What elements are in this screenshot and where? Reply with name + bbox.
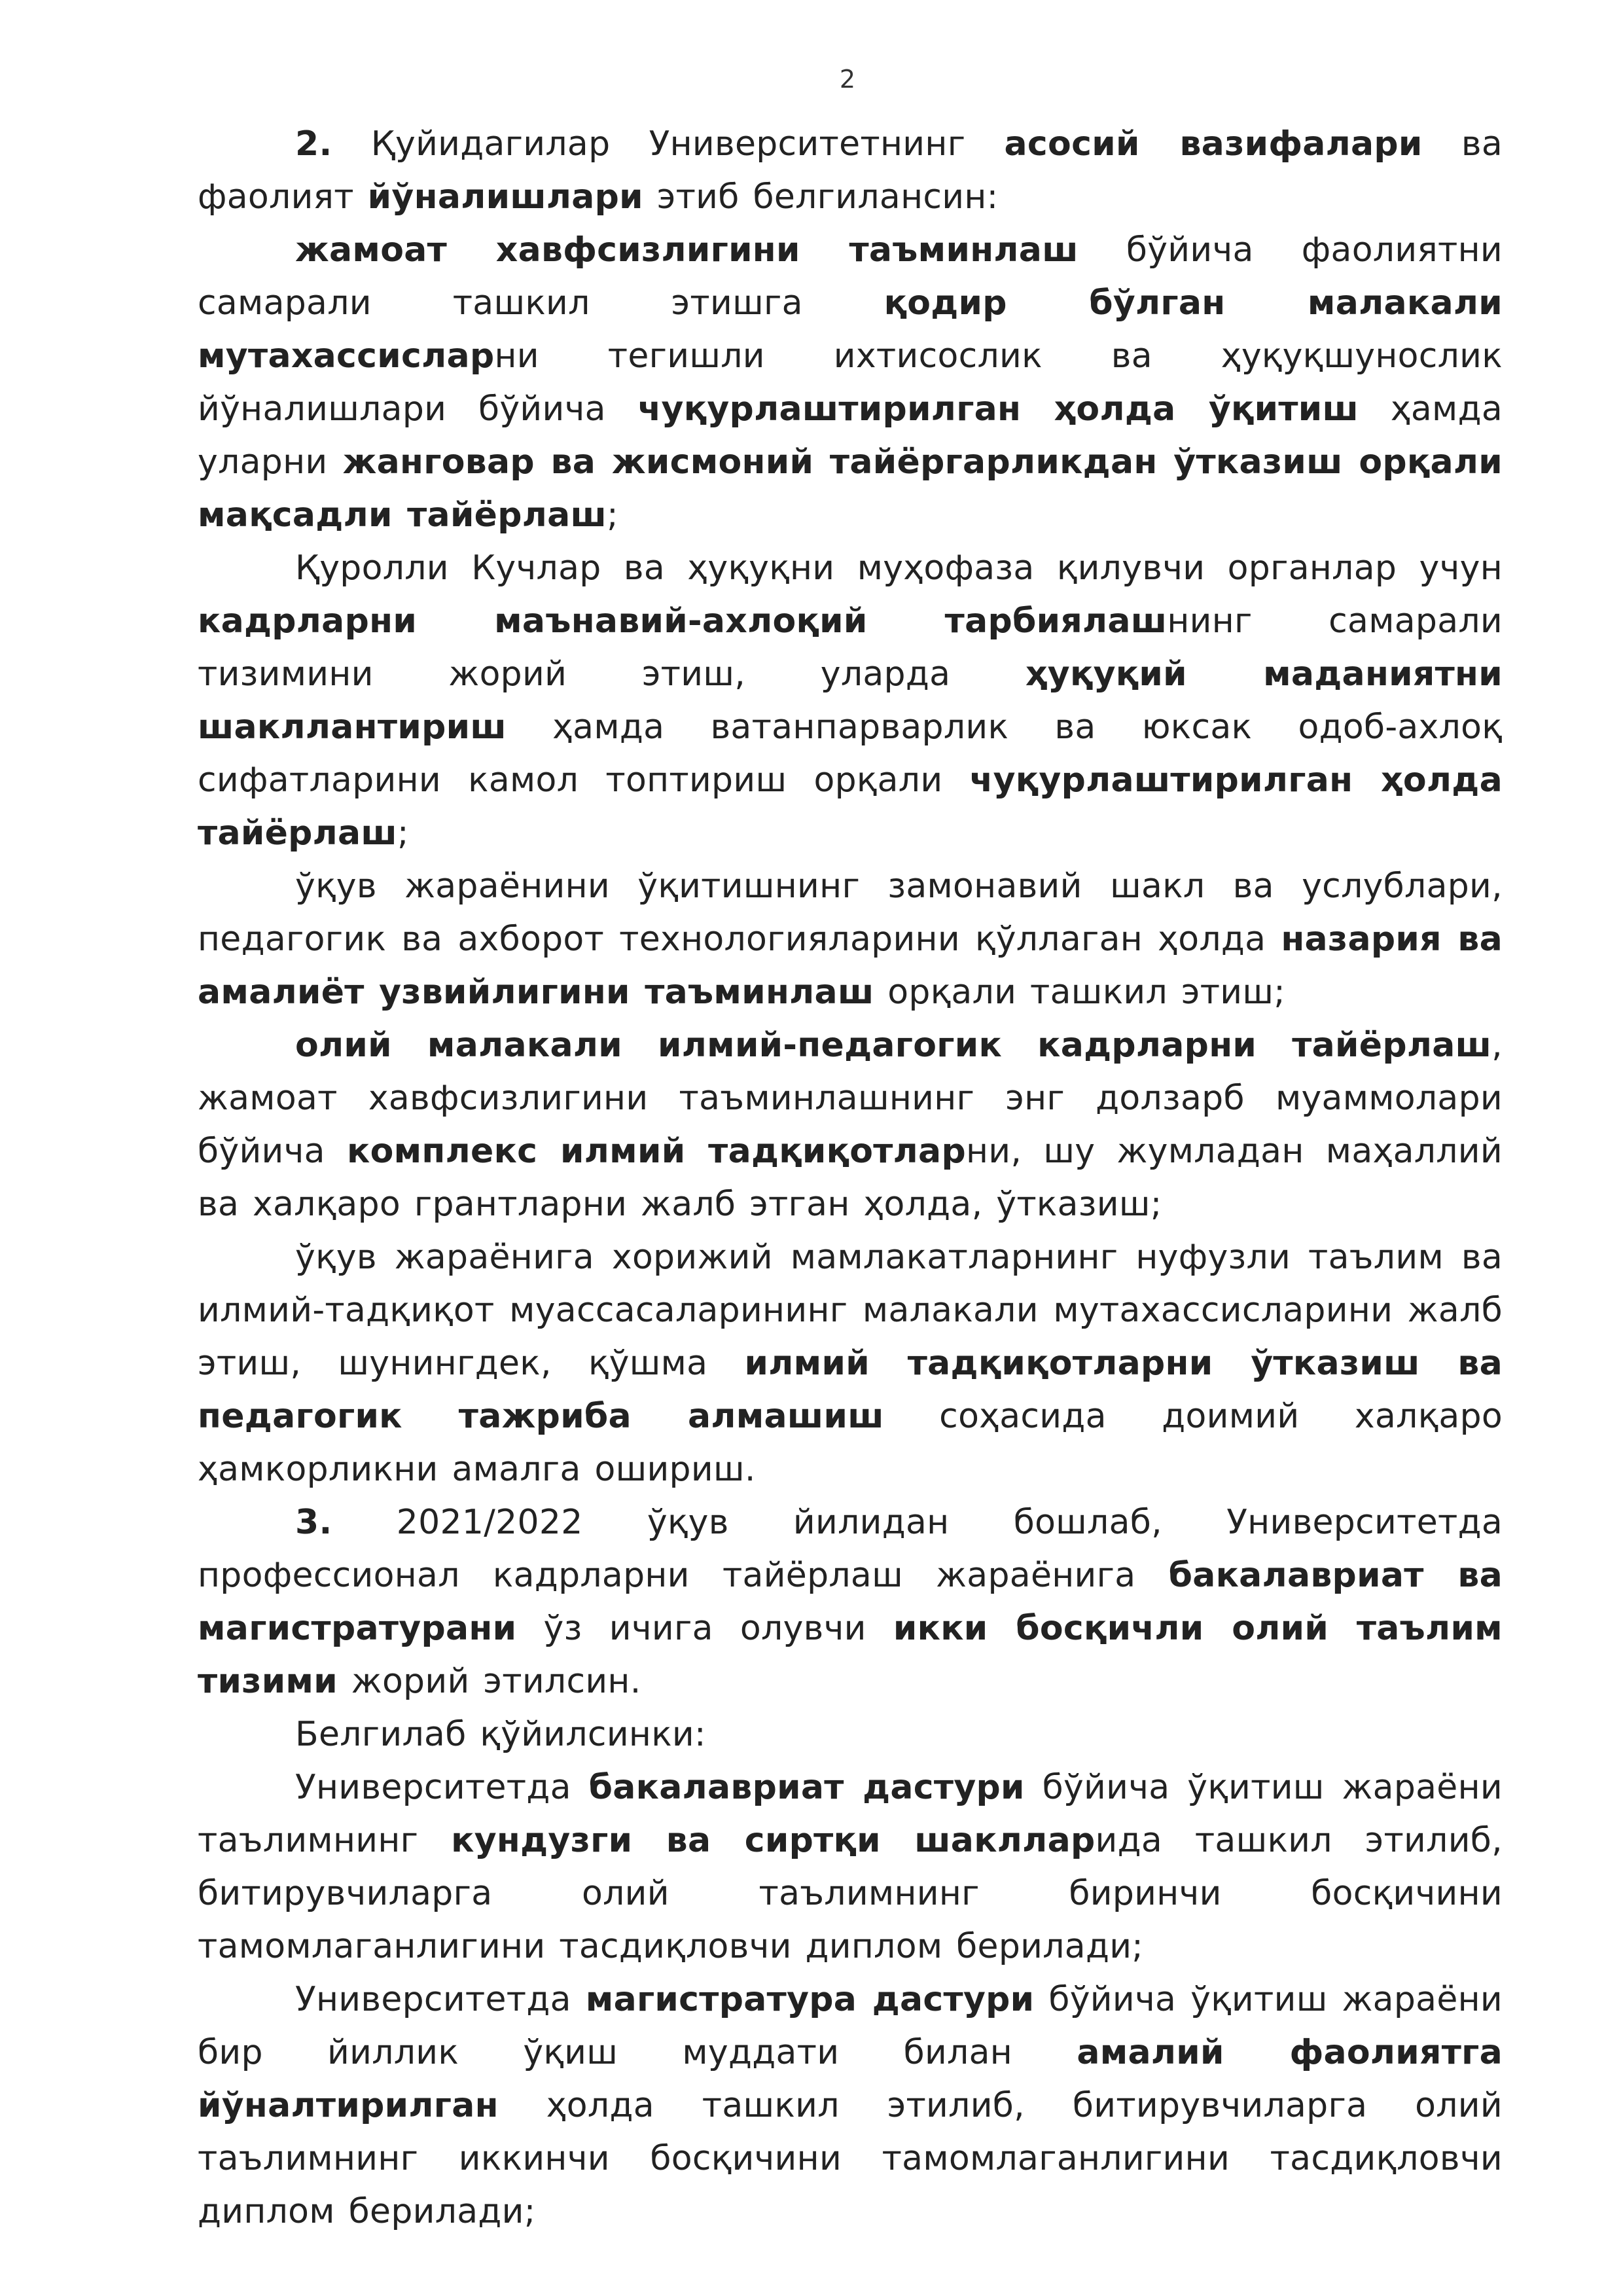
text-run: бўйича ўқитиш жараёни таълимнинг <box>198 1768 1503 1860</box>
page-number: 2 <box>839 65 856 94</box>
bold-text-run: ҳуқуқий маданиятни шакллантириш <box>198 655 1503 747</box>
bold-text-run: 2. <box>295 124 332 164</box>
text-run: орқали ташкил этиш; <box>874 973 1286 1012</box>
bold-text-run: амалий фаолиятга йўналтирилган <box>198 2033 1503 2125</box>
text-run: ни, шу жумладан маҳаллий ва халқаро грантларни жалб этган ҳолда, ўтказиш; <box>198 1132 1503 1224</box>
paragraph-public-safety <box>198 224 1503 542</box>
bold-text-run: олий малакали илмий-педагогик кадрларни тайёрлаш <box>295 1026 1492 1065</box>
text-run: ҳамда уларни <box>198 389 1503 482</box>
document-body <box>198 118 1503 2238</box>
text-run: ва фаолият <box>198 124 1503 217</box>
text-run: Қуйидагилар Университетнинг <box>332 124 1005 164</box>
text-run: жорий этилсин. <box>337 1662 641 1701</box>
bold-text-run: асосий вазифалари <box>1004 124 1423 164</box>
text-run: соҳасида доимий халқаро ҳамкорликни амалга ошириш. <box>198 1397 1503 1489</box>
text-run: Қуролли Кучлар ва ҳуқуқни муҳофаза қилувчи органлар учун <box>295 548 1503 588</box>
text-run: ўқув жараёнига хорижий мамлакатларнинг нуфузли таълим ва илмий-тадқиқот муассасаларининг малакали мутахассисларини жалб этиш, шунингдек, қўшма <box>198 1238 1503 1383</box>
text-run: Университетда <box>295 1768 589 1807</box>
bold-text-run: кундузги ва сиртқи шакллар <box>451 1821 1096 1860</box>
text-run: нинг самарали тизимини жорий этиш, уларда <box>198 601 1503 694</box>
paragraph-moral-education <box>198 542 1503 860</box>
text-run: ; <box>397 814 409 853</box>
paragraph-international-cooperation <box>198 1231 1503 1496</box>
text-run: ўз ичига олувчи <box>516 1609 893 1648</box>
text-run: ҳамда ватанпарварлик ва юксак одоб-ахлоқ сифатларини камол топтириш орқали <box>198 708 1503 800</box>
text-run: , жамоат хавфсизлигини таъминлашнинг энг долзарб муаммолари бўйича <box>198 1026 1503 1171</box>
bold-text-run: чуқурлаштирилган ҳолда тайёрлаш <box>198 761 1503 853</box>
bold-text-run: қодир бўлган малакали мутахассислар <box>198 283 1503 376</box>
paragraph-item-3-two-level-system <box>198 1496 1503 1708</box>
paragraph-scientific-research <box>198 1019 1503 1231</box>
paragraph-master-program <box>198 1973 1503 2238</box>
paragraph-item-2-intro <box>198 118 1503 224</box>
bold-text-run: чуқурлаштирилган ҳолда ўқитиш <box>637 389 1359 429</box>
paragraph-established <box>198 1708 1503 1761</box>
bold-text-run: йўналишлари <box>367 177 643 217</box>
text-run: ида ташкил этилиб, битирувчиларга олий таълимнинг биринчи босқичини тамомлаганлигини тасдиқловчи диплом берилади; <box>198 1821 1503 1966</box>
bold-text-run: бакалавриат дастури <box>588 1768 1025 1807</box>
bold-text-run: комплекс илмий тадқиқотлар <box>346 1132 966 1171</box>
bold-text-run: 3. <box>295 1503 332 1542</box>
bold-text-run: илмий тадқиқотларни ўтказиш ва педагогик тажриба алмашиш <box>198 1344 1503 1436</box>
bold-text-run: икки босқичли олий таълим тизими <box>198 1609 1503 1701</box>
text-run: ўқув жараёнини ўқитишнинг замонавий шакл ва услублари, педагогик ва ахборот технологияларини қўллаган ҳолда <box>198 867 1503 959</box>
text-run: 2021/2022 ўқув йилидан бошлаб, Университетда профессионал кадрларни тайёрлаш жараёнига <box>198 1503 1503 1595</box>
text-run: ҳолда ташкил этилиб, битирувчиларга олий таълимнинг иккинчи босқичини тамомлаганлигини тасдиқловчи диплом берилади; <box>198 2086 1503 2231</box>
text-run: ; <box>607 495 618 535</box>
bold-text-run: жамоат хавфсизлигини таъминлаш <box>295 230 1079 270</box>
bold-text-run: магистратура дастури <box>585 1980 1035 2019</box>
bold-text-run: назария ва амалиёт узвийлигини таъминлаш <box>198 920 1503 1012</box>
text-run: бўйича ўқитиш жараёни бир йиллик ўқиш муддати билан <box>198 1980 1503 2072</box>
bold-text-run: жанговар ва жисмоний тайёргарликдан ўтказиш орқали мақсадли тайёрлаш <box>198 442 1503 535</box>
text-run: Белгилаб қўйилсинки: <box>295 1715 706 1754</box>
paragraph-modern-teaching <box>198 860 1503 1019</box>
text-run: ни тегишли ихтисослик ва ҳуқуқшунослик йўналишлари бўйича <box>198 336 1503 429</box>
bold-text-run: кадрларни маънавий-ахлоқий тарбиялаш <box>198 601 1168 641</box>
text-run: Университетда <box>295 1980 586 2019</box>
text-run: этиб белгилансин: <box>643 177 999 217</box>
bold-text-run: бакалавриат ва магистратурани <box>198 1556 1503 1648</box>
text-run: бўйича фаолиятни самарали ташкил этишга <box>198 230 1503 323</box>
paragraph-bachelor-program <box>198 1761 1503 1973</box>
